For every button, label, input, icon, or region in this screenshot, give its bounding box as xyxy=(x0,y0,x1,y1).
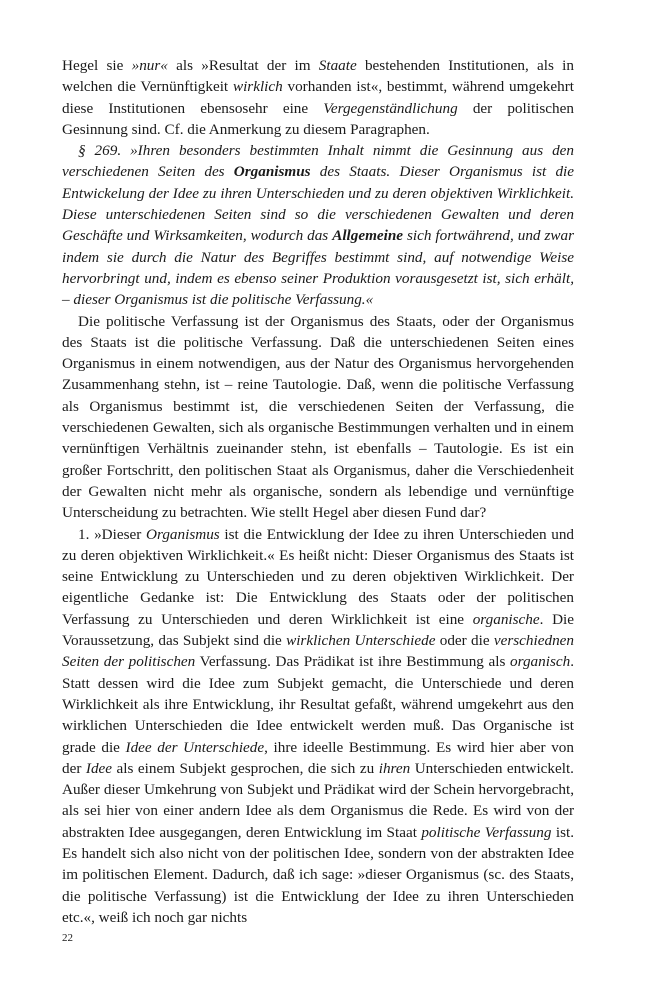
page-number: 22 xyxy=(62,932,73,944)
text-run: sich fortwährend, und zwar indem sie durch die Natur des Begriffes bestimmt sind, auf notwendige Weise hervorbringt und, indem es ebenso seiner Produktion vorausgesetzt ist, sich erhält, – dieser Organismus ist die politische Verfassung.« xyxy=(62,227,574,309)
text-run: wirklichen Unterschiede xyxy=(286,632,436,650)
text-run: ihren xyxy=(378,759,411,777)
text-run: Organismus xyxy=(146,525,220,543)
page-body xyxy=(62,55,574,928)
paragraph-1 xyxy=(62,55,574,140)
text-run: als »Resultat der im xyxy=(167,57,319,74)
text-run: »nur« xyxy=(131,57,168,74)
text-run: Idee der Unterschiede xyxy=(125,738,265,756)
text-run: ist die Entwicklung der Idee zu ihren Unterschieden und zu deren objektiven Wirklichkeit.« Es heißt nicht: Dieser Organismus des Staats ist seine Entwicklung zu Unterschieden und zu deren objektiven Wirklichkeit. Der eigentliche Gedanke ist: Die Entwicklung des Staats oder der politischen Verfassung zu Unterschieden und deren Wirklichkeit ist eine xyxy=(62,525,575,628)
text-run: oder die xyxy=(435,632,494,650)
text-run: § 269. »Ihren besonders bestimmten Inhalt nimmt die Gesinnung aus den verschiedenen Seiten des xyxy=(62,142,574,181)
text-run: Staate xyxy=(318,57,357,74)
paragraph-4 xyxy=(62,524,574,929)
paragraph-2-quote xyxy=(62,140,574,310)
text-run: Idee xyxy=(85,759,113,777)
text-run: Unterschieden entwickelt. Außer dieser Umkehrung von Subjekt und Prädikat wird der Schein hervorgebracht, als sei hier von einer andern Idee als dem Organismus die Rede. Es wird von der abstrakten Idee ausgegangen, deren Entwicklung im Staat xyxy=(62,759,574,841)
text-run: Allgemeine xyxy=(332,227,404,245)
text-run: wirklich xyxy=(232,78,283,96)
text-run: der politischen Gesinnung sind. Cf. die Anmerkung zu diesem Paragraphen. xyxy=(62,99,574,138)
text-run: . Die Voraussetzung, das Subjekt sind die xyxy=(62,610,574,650)
text-run: Verfassung. Das Prädikat ist ihre Bestimmung als xyxy=(195,653,511,671)
text-run: Organismus xyxy=(233,163,311,181)
text-run: organisch xyxy=(510,653,571,671)
text-run: Vergegenständlichung xyxy=(323,99,458,117)
text-run: verschiednen Seiten der politischen xyxy=(62,632,574,671)
text-run: vorhanden ist«, bestimmt, während umgekehrt diese Institutionen ebensosehr eine xyxy=(62,78,575,117)
text-run: 1. »Dieser xyxy=(78,525,147,543)
text-run: des Staats. Dieser Organismus ist die Entwickelung der Idee zu ihren Unterschieden und zu deren objektiven Wirklichkeit. Diese unterschiedenen Seiten sind so die verschiedenen Gewalten und deren Geschäfte und Wirksamkeiten, wodurch das xyxy=(62,163,574,245)
text-run: als einem Subjekt gesprochen, die sich zu xyxy=(112,759,379,777)
text-run: bestehenden Institutionen, als in welchen die Vernünftigkeit xyxy=(62,57,574,96)
text-run: ist. Es handelt sich also nicht von der politischen Idee, sondern von der abstrakten Idee im politischen Element. Dadurch, daß ich sage: »dieser Organismus (sc. des Staats, die politische Verfassung) ist die Entwicklung der Idee zu ihren Unterschieden etc.«, weiß ich noch gar nichts xyxy=(62,823,574,926)
text-run: , ihre ideelle Bestimmung. Es wird hier aber von der xyxy=(62,738,574,777)
paragraph-3 xyxy=(62,311,574,524)
text-run: politische Verfassung xyxy=(421,823,552,841)
text-run: . Statt dessen wird die Idee zum Subjekt gemacht, die Unterschiede und deren Wirklichkeit als ihre Entwicklung, ihr Resultat gefaßt, während umgekehrt aus den wirklichen Unterschieden die Idee entwickelt werden muß. Das Organische ist grade die xyxy=(62,653,574,756)
text-run: Hegel sie xyxy=(62,57,132,74)
text-run: Die politische Verfassung ist der Organismus des Staats, oder der Organismus des Staats ist die politische Verfassung. Daß die unterschiedenen Seiten eines Organismus in einem notwendigen, aus der Natur des Organismus hervorgehenden Zusammenhang stehn, ist – reine Tautologie. Daß, wenn die politische Verfassung als Organismus bestimmt ist, die verschiedenen Seiten der Verfassung, die verschiedenen Gewalten, sich als organische Bestimmungen verhalten und in einem vernünftigen Verhältnis zueinander stehn, ist ebenfalls – Tautologie. Es ist ein großer Fortschritt, den politischen Staat als Organismus, daher die Verschiedenheit der Gewalten nicht mehr als organische, sondern als lebendige und vernünftige Unterscheidung zu betrachten. Wie stellt Hegel aber diesen Fund dar? xyxy=(62,312,574,522)
text-run: organische xyxy=(472,610,540,628)
